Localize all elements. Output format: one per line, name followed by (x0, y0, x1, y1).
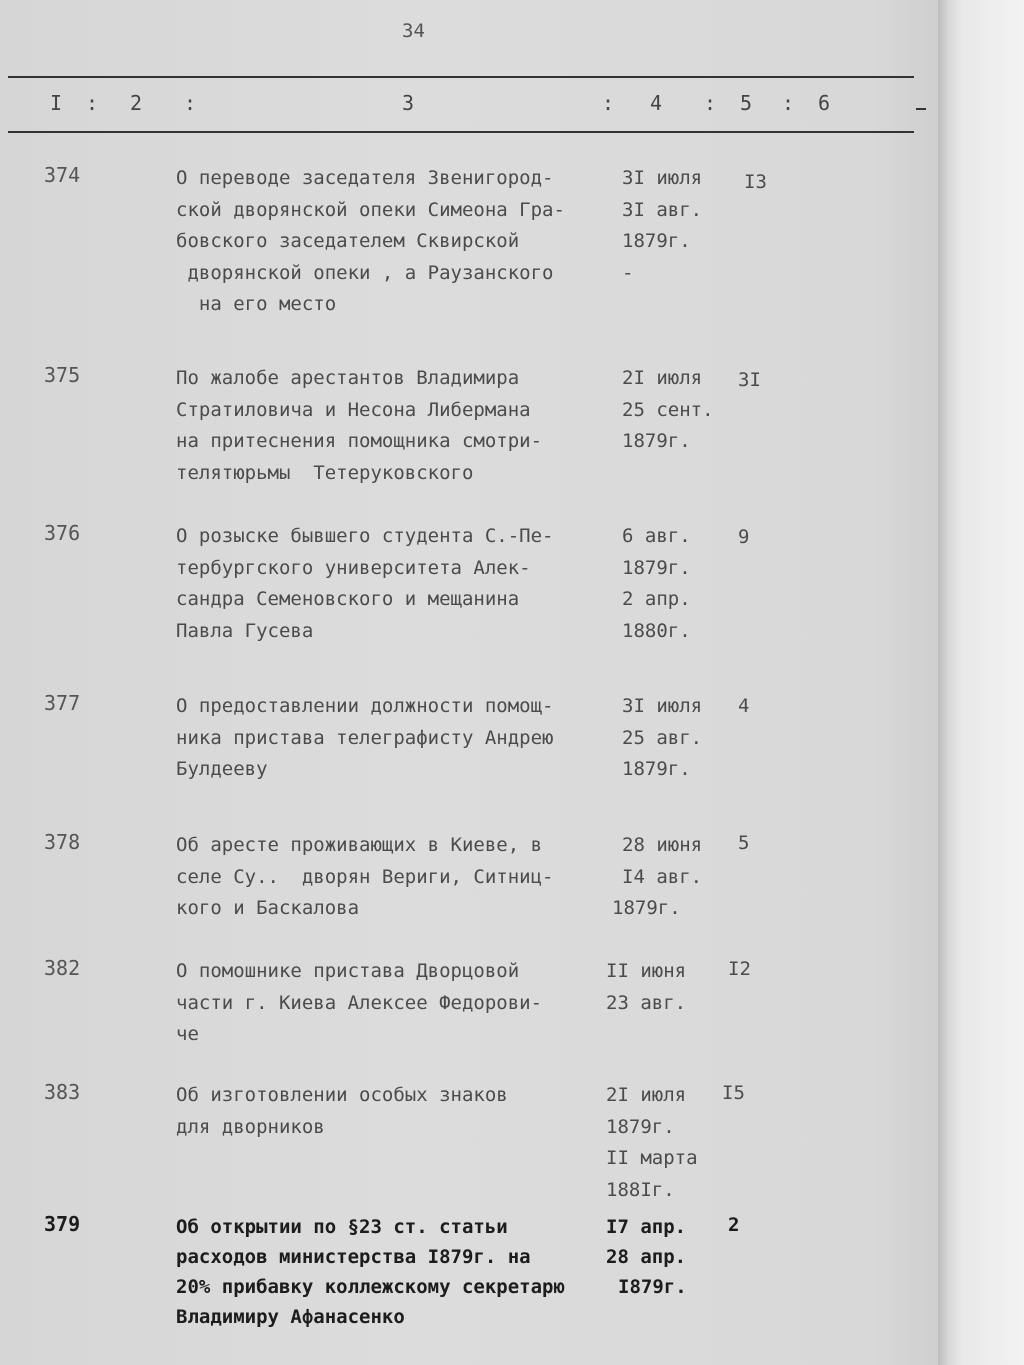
column-separator: : (602, 91, 615, 115)
date-line: 2I июля (606, 1084, 687, 1106)
date-line: I7 апр. (606, 1216, 687, 1238)
entry-sheet-count: 4 (738, 695, 750, 717)
title-line: Стратиловича и Несона Либермана (176, 398, 531, 421)
date-line: 3I авг. (622, 198, 703, 221)
column-header-6: 6 (818, 91, 831, 115)
entry-number: 382 (44, 956, 81, 980)
entry-dates (606, 956, 686, 1019)
column-separator: : (184, 91, 197, 115)
date-line: - (622, 261, 634, 284)
entry-number: 378 (44, 830, 81, 854)
column-separator: : (86, 91, 99, 115)
date-line: 25 авг. (622, 726, 703, 749)
title-line: Об изготовлении особых знаков (176, 1084, 508, 1106)
entry-dates (622, 163, 702, 289)
column-header-2: 2 (130, 91, 143, 115)
page-edge (938, 0, 948, 1365)
entry-dates (606, 1080, 698, 1206)
entry-sheet-count: 3I (738, 369, 761, 391)
date-line: 28 июня (622, 834, 703, 856)
date-line: 1879г. (622, 556, 691, 579)
entry-number: 376 (44, 521, 81, 545)
entry-sheet-count: 5 (738, 832, 750, 854)
entry-dates (622, 691, 702, 786)
title-line: Павла Гусева (176, 619, 314, 642)
title-line: ника пристава телеграфисту Андрею (176, 726, 554, 749)
title-line: Владимиру Афанасенко (176, 1306, 405, 1328)
column-header-1: I (50, 91, 63, 115)
page-number: 34 (402, 20, 425, 42)
date-line: II марта (606, 1147, 698, 1169)
title-line: части г. Киева Алексее Федорови- (176, 991, 543, 1014)
title-line: ской дворянской опеки Симеона Гра- (176, 198, 565, 221)
title-line: селе Су.. дворян Вериги, Ситниц- (176, 865, 554, 888)
date-line: 23 авг. (606, 991, 687, 1014)
title-line: О переводе заседателя Звенигород- (176, 167, 554, 189)
date-line: 2 апр. (622, 588, 691, 610)
date-line: 2I июля (622, 367, 703, 389)
date-line: 28 апр. (606, 1246, 687, 1268)
entry-number: 374 (44, 163, 81, 187)
date-line: 1879г. (606, 1115, 675, 1138)
entry-title (176, 830, 626, 925)
entry-title (176, 691, 626, 786)
title-line: Булдееву (176, 758, 268, 780)
title-line: телятюрьмы Тетеруковского (176, 461, 474, 484)
date-line: 25 сент. (622, 398, 714, 421)
title-line: для дворников (176, 1115, 325, 1138)
date-line: 1879г. (622, 230, 691, 252)
column-separator: : (782, 91, 795, 115)
title-line: на притеснения помощника смотри- (176, 430, 543, 452)
title-line: на его место (176, 293, 337, 315)
column-separator: : (704, 91, 717, 115)
title-line: О розыске бывшего студента С.-Пе- (176, 525, 554, 547)
header-rule-tick (916, 108, 926, 110)
column-header-3: 3 (402, 91, 415, 115)
title-line: тербургского университета Алек- (176, 556, 531, 579)
title-line: кого и Баскалова (176, 897, 360, 919)
entry-number: 379 (44, 1212, 81, 1236)
entry-title (176, 363, 626, 489)
title-line: сандра Семеновского и мещанина (176, 588, 520, 610)
entry-dates (606, 1212, 687, 1302)
title-line: расходов министерства I879г. на (176, 1246, 531, 1268)
entry-sheet-count: 9 (738, 526, 750, 548)
date-line: 3I июля (622, 167, 703, 189)
entry-number: 375 (44, 363, 81, 387)
date-line: 1879г. (622, 430, 691, 452)
header-rule-bottom (8, 131, 914, 133)
date-line: I4 авг. (622, 865, 703, 888)
entry-title (176, 956, 626, 1051)
entry-title (176, 521, 626, 647)
title-line: че (176, 1023, 199, 1045)
entry-sheet-count: 2 (728, 1214, 740, 1236)
entry-title (176, 1080, 626, 1143)
title-line: 20% прибавку коллежскому секретарю (176, 1276, 565, 1298)
title-line: Об открытии по §23 ст. статьи (176, 1216, 508, 1238)
title-line: Об аресте проживающих в Киеве, в (176, 834, 543, 856)
date-line: II июня (606, 960, 687, 982)
entry-title (176, 1212, 626, 1332)
entry-number: 377 (44, 691, 81, 715)
entry-dates (622, 363, 714, 458)
entry-sheet-count: I5 (722, 1082, 745, 1104)
date-line: 188Iг. (606, 1178, 675, 1201)
title-line: О помошнике пристава Дворцовой (176, 960, 520, 982)
date-line: 1879г. (622, 758, 691, 780)
date-line: 6 авг. (622, 525, 691, 547)
entry-number: 383 (44, 1080, 81, 1104)
date-line: 3I июля (622, 695, 703, 717)
title-line: бовского заседателем Сквирской (176, 230, 520, 252)
date-line: 1880г. (622, 619, 691, 642)
entry-dates (622, 521, 691, 647)
entry-dates (612, 830, 702, 925)
header-rule-top (8, 76, 914, 78)
date-line: 1879г. (612, 897, 681, 919)
date-line: I879г. (618, 1276, 687, 1298)
column-header-4: 4 (650, 91, 663, 115)
column-header-5: 5 (740, 91, 753, 115)
title-line: дворянской опеки , а Раузанского (176, 261, 554, 284)
entry-sheet-count: I3 (744, 171, 767, 193)
title-line: По жалобе арестантов Владимира (176, 367, 520, 389)
entry-title (176, 163, 626, 321)
title-line: О предоставлении должности помощ- (176, 695, 554, 717)
entry-sheet-count: I2 (728, 958, 751, 980)
